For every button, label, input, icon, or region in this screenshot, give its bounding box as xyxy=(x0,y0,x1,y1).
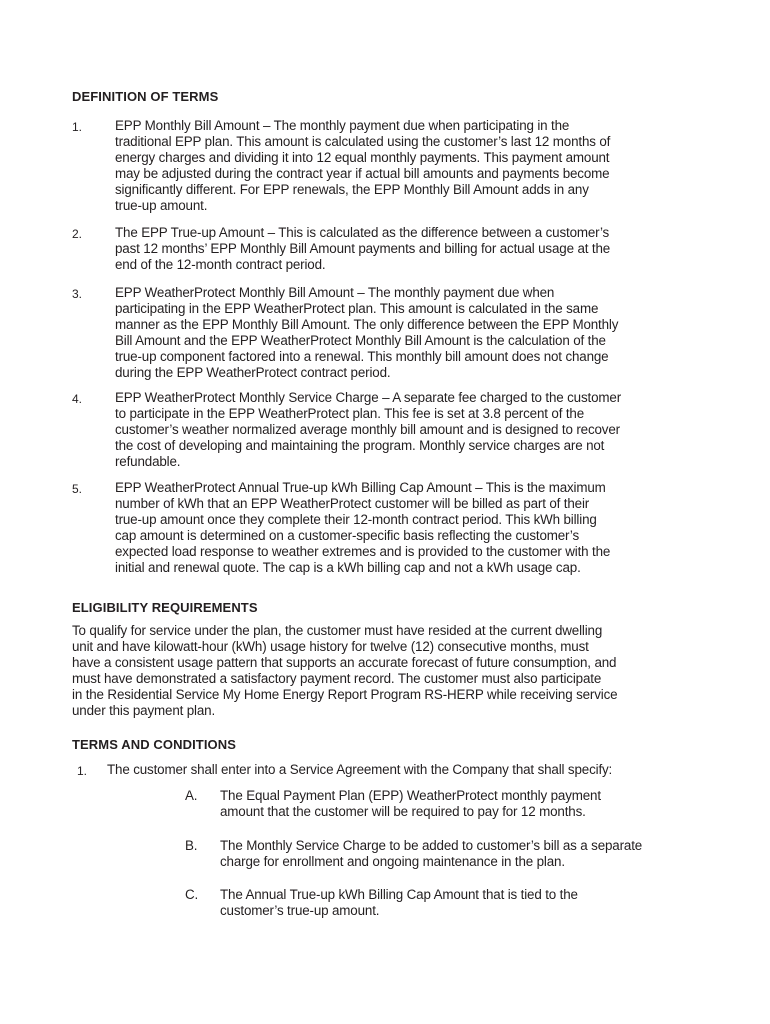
text-line: significantly different. For EPP renewals, the EPP Monthly Bill Amount adds in any xyxy=(115,182,589,198)
text-line: energy charges and dividing it into 12 equal monthly payments. This payment amount xyxy=(115,150,610,166)
definition-item xyxy=(115,390,621,470)
subitem-letter: B. xyxy=(185,838,198,853)
text-line: the cost of developing and maintaining the program. Monthly service charges are not xyxy=(115,438,605,454)
definition-number: 2. xyxy=(72,227,83,241)
text-line: initial and renewal quote. The cap is a kWh billing cap and not a kWh usage cap. xyxy=(115,560,581,576)
eligibility-paragraph xyxy=(72,623,617,720)
text-line: charge for enrollment and ongoing maintenance in the plan. xyxy=(220,854,565,870)
text-line: EPP Monthly Bill Amount – The monthly payment due when participating in the xyxy=(115,118,570,133)
text-line: may be adjusted during the contract year if actual bill amounts and payments become xyxy=(115,166,610,182)
eligibility-heading: ELIGIBILITY REQUIREMENTS xyxy=(72,600,258,615)
text-line: The EPP True-up Amount – This is calculated as the difference between a customer’s xyxy=(115,225,610,240)
text-line: must have demonstrated a satisfactory payment record. The customer must also participate xyxy=(72,671,602,687)
definition-number: 4. xyxy=(72,392,83,406)
terms-item-number: 1. xyxy=(77,764,88,778)
text-line: expected load response to weather extremes and is provided to the customer with the xyxy=(115,544,611,560)
text-line: Bill Amount and the EPP WeatherProtect Monthly Bill Amount is the calculation of the xyxy=(115,333,606,349)
text-line: unit and have kilowatt-hour (kWh) usage history for twelve (12) consecutive months, must xyxy=(72,639,589,655)
text-line: in the Residential Service My Home Energy Report Program RS-HERP while receiving service xyxy=(72,687,618,703)
text-line: The Equal Payment Plan (EPP) WeatherProtect monthly payment xyxy=(220,788,601,803)
text-line: true-up amount. xyxy=(115,198,208,214)
definition-number: 3. xyxy=(72,287,83,301)
text-line: EPP WeatherProtect Monthly Service Charge – A separate fee charged to the customer xyxy=(115,390,622,405)
text-line: have a consistent usage pattern that supports an accurate forecast of future consumption, and xyxy=(72,655,617,671)
text-line: participating in the EPP WeatherProtect plan. This amount is calculated in the same xyxy=(115,301,599,317)
text-line: refundable. xyxy=(115,454,181,470)
subitem-text xyxy=(220,788,601,820)
text-line: The Annual True-up kWh Billing Cap Amount that is tied to the xyxy=(220,887,578,902)
text-line: The customer shall enter into a Service Agreement with the Company that shall specify: xyxy=(107,762,613,777)
text-line: under this payment plan. xyxy=(72,703,216,719)
subitem-text xyxy=(220,887,578,919)
text-line: true-up amount once they complete their 12-month contract period. This kWh billing xyxy=(115,512,597,528)
text-line: cap amount is determined on a customer-specific basis reflecting the customer’s xyxy=(115,528,579,544)
text-line: manner as the EPP Monthly Bill Amount. The only difference between the EPP Monthly xyxy=(115,317,619,333)
text-line: EPP WeatherProtect Annual True-up kWh Billing Cap Amount – This is the maximum xyxy=(115,480,606,495)
text-line: to participate in the EPP WeatherProtect plan. This fee is set at 3.8 percent of the xyxy=(115,406,584,422)
terms-item-text xyxy=(107,762,612,778)
definition-of-terms-heading: DEFINITION OF TERMS xyxy=(72,89,219,104)
text-line: traditional EPP plan. This amount is calculated using the customer’s last 12 months of xyxy=(115,134,611,150)
definition-item xyxy=(115,225,610,273)
text-line: customer’s true-up amount. xyxy=(220,903,380,919)
text-line: To qualify for service under the plan, the customer must have resided at the current dwelling xyxy=(72,623,603,638)
text-line: end of the 12-month contract period. xyxy=(115,257,326,273)
definition-item xyxy=(115,480,610,577)
text-line: EPP WeatherProtect Monthly Bill Amount – The monthly payment due when xyxy=(115,285,555,300)
text-line: The Monthly Service Charge to be added to customer’s bill as a separate xyxy=(220,838,643,853)
definition-number: 1. xyxy=(72,120,83,134)
subitem-letter: A. xyxy=(185,788,198,803)
terms-heading: TERMS AND CONDITIONS xyxy=(72,737,237,752)
definition-number: 5. xyxy=(72,482,83,496)
text-line: customer’s weather normalized average monthly bill amount and is designed to recover xyxy=(115,422,620,438)
definition-item xyxy=(115,118,610,215)
definition-item xyxy=(115,285,618,382)
subitem-letter: C. xyxy=(185,887,199,902)
text-line: true-up component factored into a renewal. This monthly bill amount does not change xyxy=(115,349,609,365)
text-line: number of kWh that an EPP WeatherProtect customer will be billed as part of their xyxy=(115,496,590,512)
subitem-text xyxy=(220,838,642,870)
text-line: amount that the customer will be required to pay for 12 months. xyxy=(220,804,586,820)
text-line: past 12 months’ EPP Monthly Bill Amount payments and billing for actual usage at the xyxy=(115,241,611,257)
text-line: during the EPP WeatherProtect contract period. xyxy=(115,365,391,381)
